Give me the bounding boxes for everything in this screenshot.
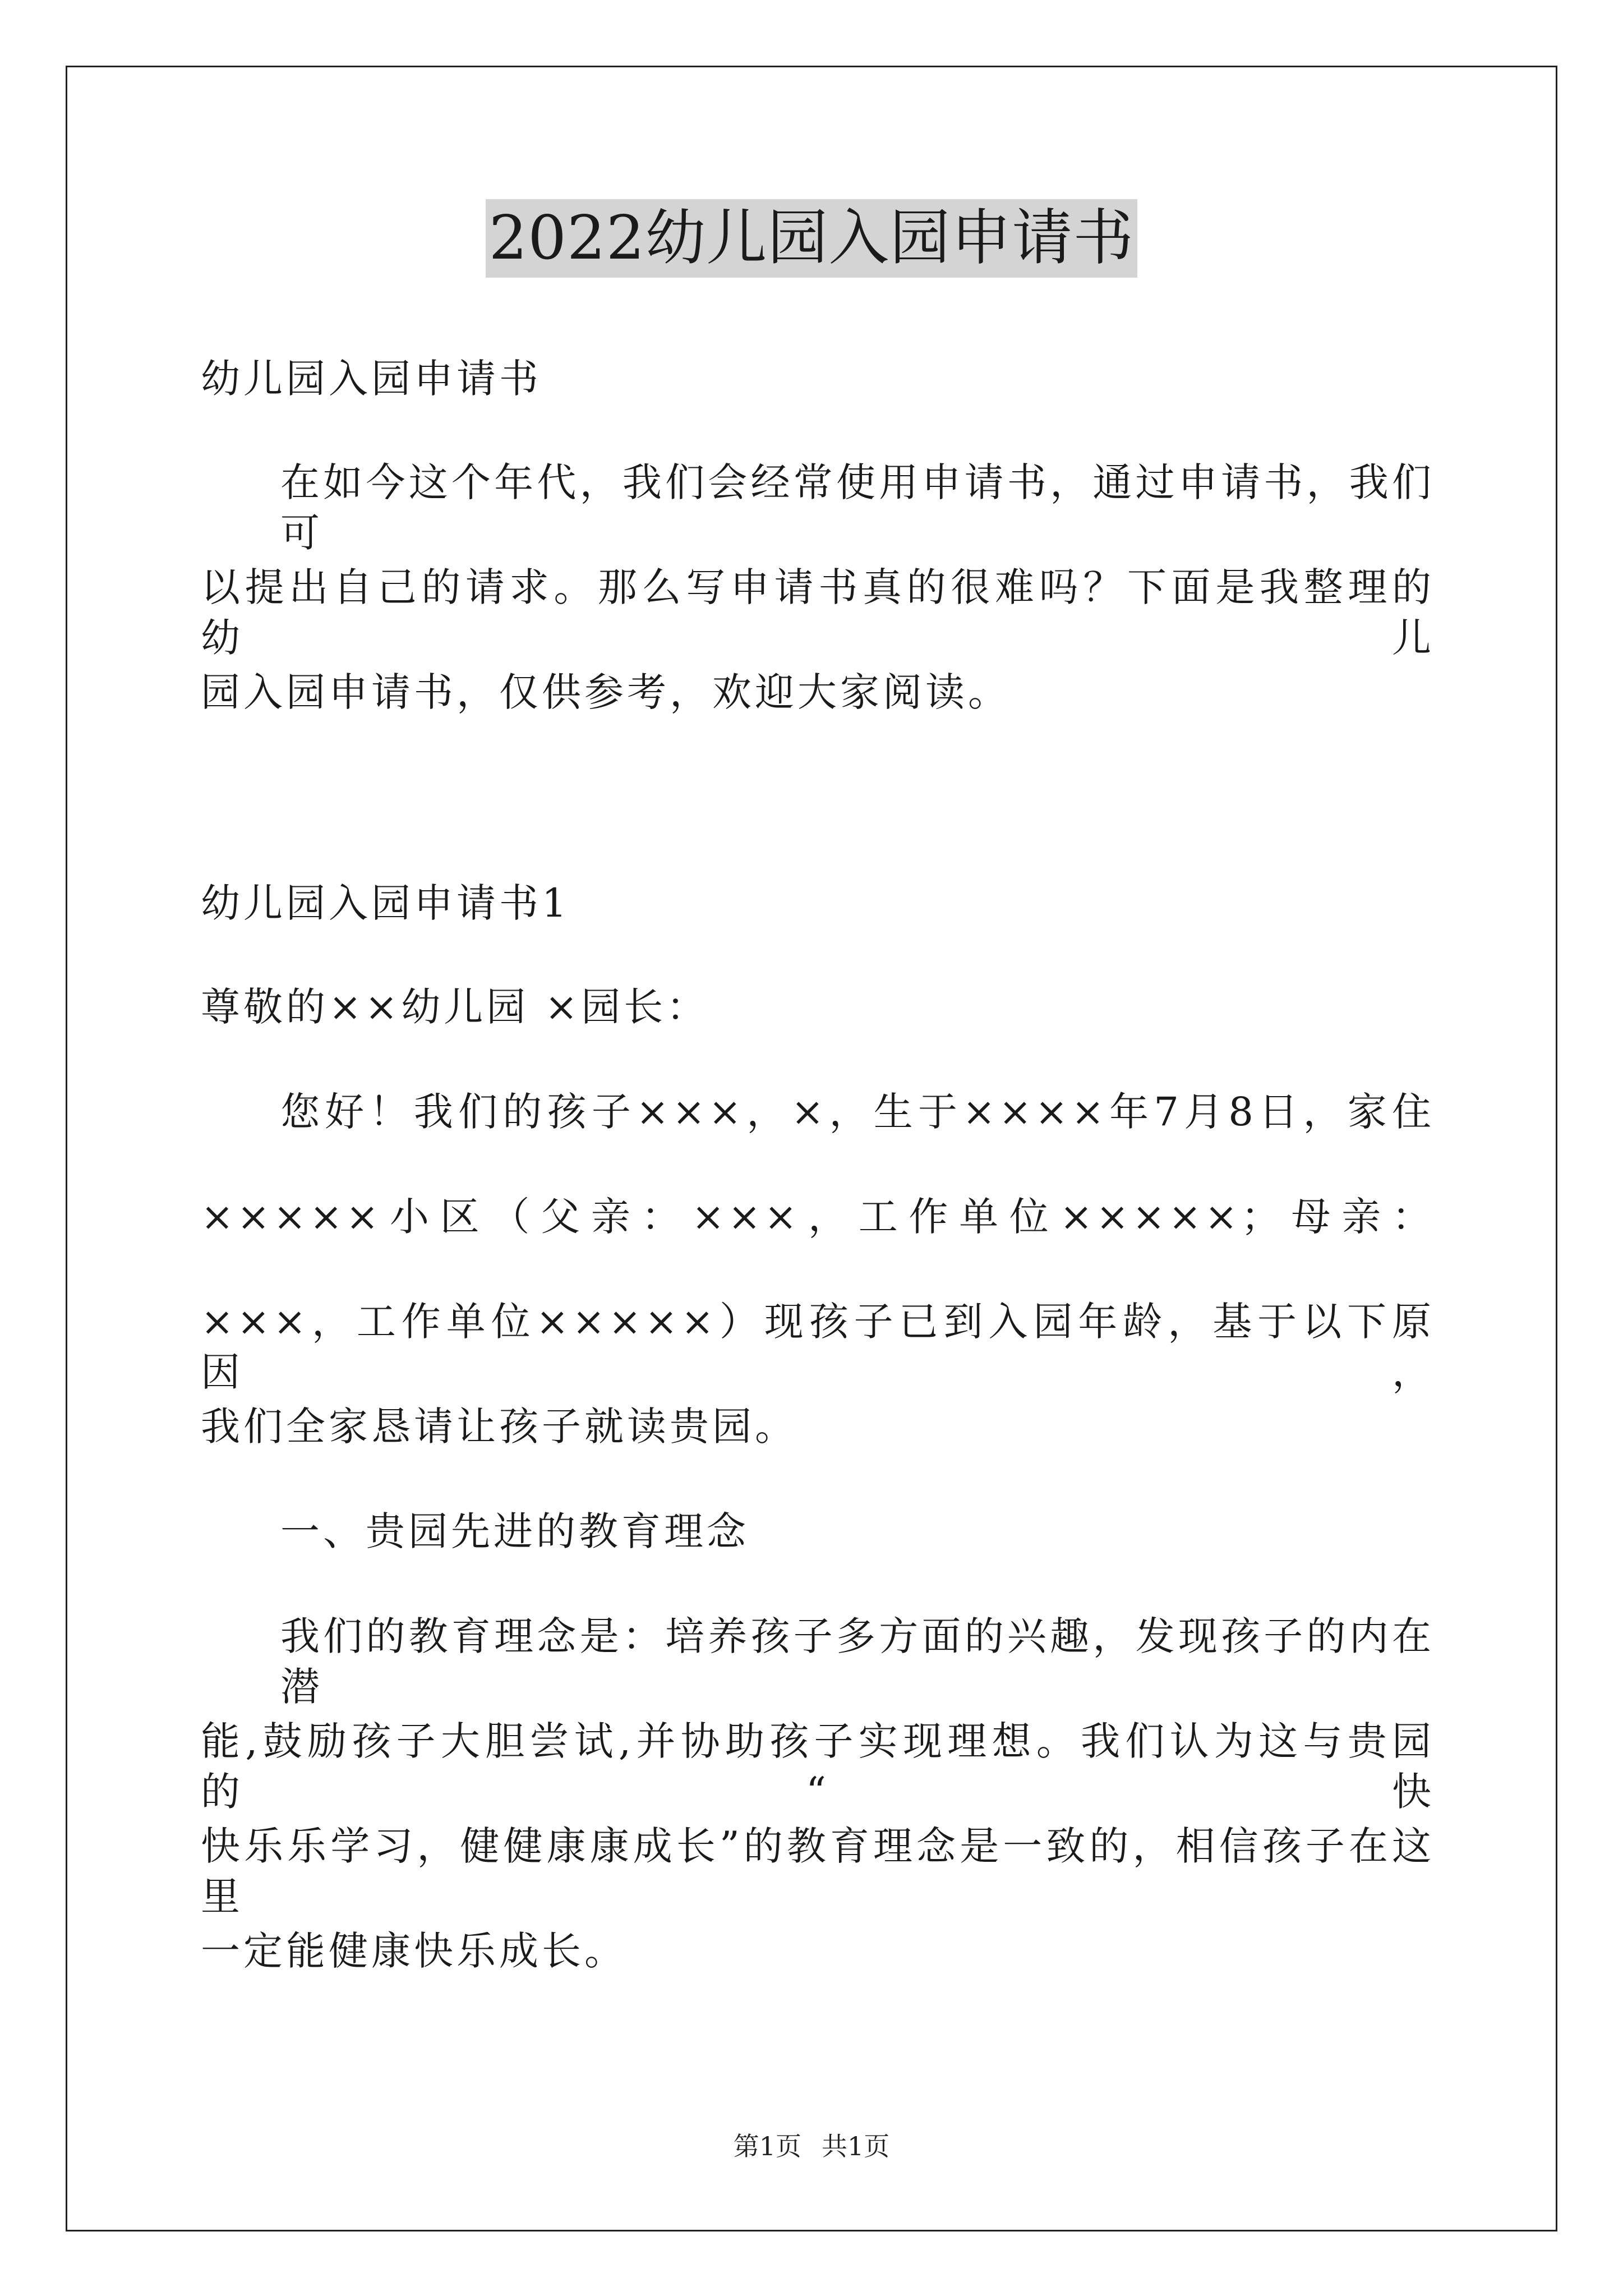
subsection-heading: 一、贵园先进的教育理念 xyxy=(280,1508,749,1554)
paragraph-line: ×××，工作单位×××××）现孩子已到入园年龄，基于以下原因， xyxy=(201,1299,1435,1395)
paragraph-line: 在如今这个年代，我们会经常使用申请书，通过申请书，我们可 xyxy=(280,459,1435,556)
page-footer xyxy=(0,2129,1623,2163)
paragraph-line: 以提出自己的请求。那么写申请书真的很难吗？下面是我整理的幼儿 xyxy=(201,564,1435,661)
page-total: 共1页 xyxy=(822,2131,890,2161)
title-container xyxy=(0,199,1623,278)
paragraph-line: 一定能健康快乐成长。 xyxy=(201,1928,627,1974)
paragraph-line: 我们全家恳请让孩子就读贵园。 xyxy=(201,1404,797,1450)
paragraph-line: 您好！我们的孩子×××，×，生于××××年7月8日，家住 xyxy=(280,1089,1435,1135)
page-number: 第1页 xyxy=(733,2131,801,2161)
paragraph-line: 园入园申请书，仅供参考，欢迎大家阅读。 xyxy=(201,669,1011,715)
section-heading: 幼儿园入园申请书 xyxy=(201,356,542,402)
paragraph-line: 快乐乐学习，健健康康成长”的教育理念是一致的，相信孩子在这里 xyxy=(201,1823,1435,1920)
section-heading: 幼儿园入园申请书1 xyxy=(201,880,570,926)
paragraph-line: 能,鼓励孩子大胆尝试,并协助孩子实现理想。我们认为这与贵园的“快 xyxy=(201,1718,1435,1815)
document-title: 2022幼儿园入园申请书 xyxy=(486,199,1138,278)
paragraph-line: ×××××小区（父亲：×××，工作单位×××××；母亲： xyxy=(201,1194,1435,1240)
paragraph-line: 我们的教育理念是：培养孩子多方面的兴趣，发现孩子的内在潜 xyxy=(280,1613,1435,1710)
salutation: 尊敬的××幼儿园 ×园长： xyxy=(201,984,709,1030)
